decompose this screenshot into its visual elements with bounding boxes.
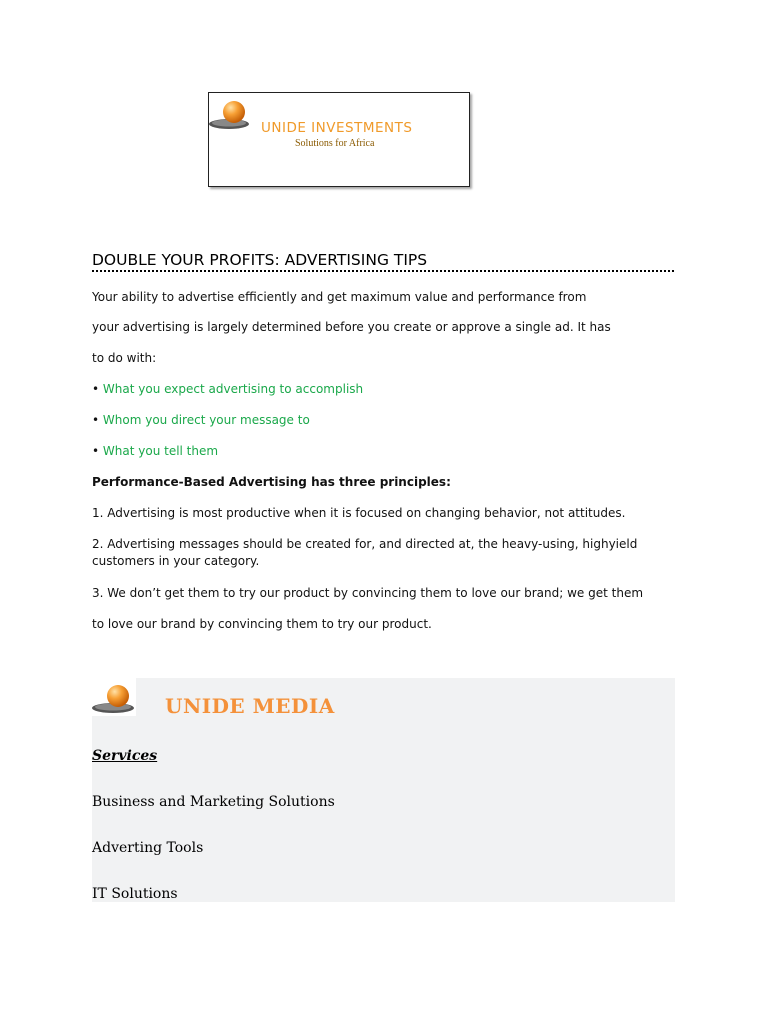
intro-line-3: to do with:: [92, 351, 157, 365]
principles-heading: Performance-Based Advertising has three principles:: [92, 475, 451, 489]
orange-globe-icon: [209, 97, 253, 131]
intro-line-1: Your ability to advertise efficiently and get maximum value and performance from: [92, 290, 587, 304]
orange-globe-icon: [92, 683, 136, 715]
list-item: [92, 412, 676, 429]
bullet-text: What you tell them: [102, 444, 219, 458]
bullet-marker: •: [92, 382, 100, 396]
service-item: Business and Marketing Solutions: [92, 794, 335, 810]
list-item: [92, 381, 676, 398]
services-heading: Services: [92, 748, 158, 764]
service-item: IT Solutions: [92, 886, 178, 902]
bullet-marker: •: [92, 413, 100, 427]
principle-3b: to love our brand by convincing them to try our product.: [92, 617, 432, 631]
service-item: Adverting Tools: [92, 840, 204, 856]
bullet-text: What you expect advertising to accomplish: [102, 382, 364, 396]
principle-1: 1. Advertising is most productive when it is focused on changing behavior, not attitudes.: [92, 506, 626, 520]
principle-3a: 3. We don’t get them to try our product by convincing them to love our brand; we get them: [92, 586, 644, 600]
media-title: UNIDE MEDIA: [165, 694, 335, 718]
list-item: [92, 443, 676, 460]
page-title: DOUBLE YOUR PROFITS: ADVERTISING TIPS: [92, 250, 674, 272]
principle-2: 2. Advertising messages should be created for, and directed at, the heavy-using, highyield customers in your category.: [92, 537, 638, 568]
bullet-marker: •: [92, 444, 100, 458]
intro-line-2: your advertising is largely determined before you create or approve a single ad. It has: [92, 320, 611, 334]
logo-name: UNIDE INVESTMENTS: [261, 120, 413, 136]
logo-tagline: Solutions for Africa: [295, 138, 375, 149]
company-logo: [208, 92, 470, 187]
bullet-text: Whom you direct your message to: [102, 413, 310, 427]
